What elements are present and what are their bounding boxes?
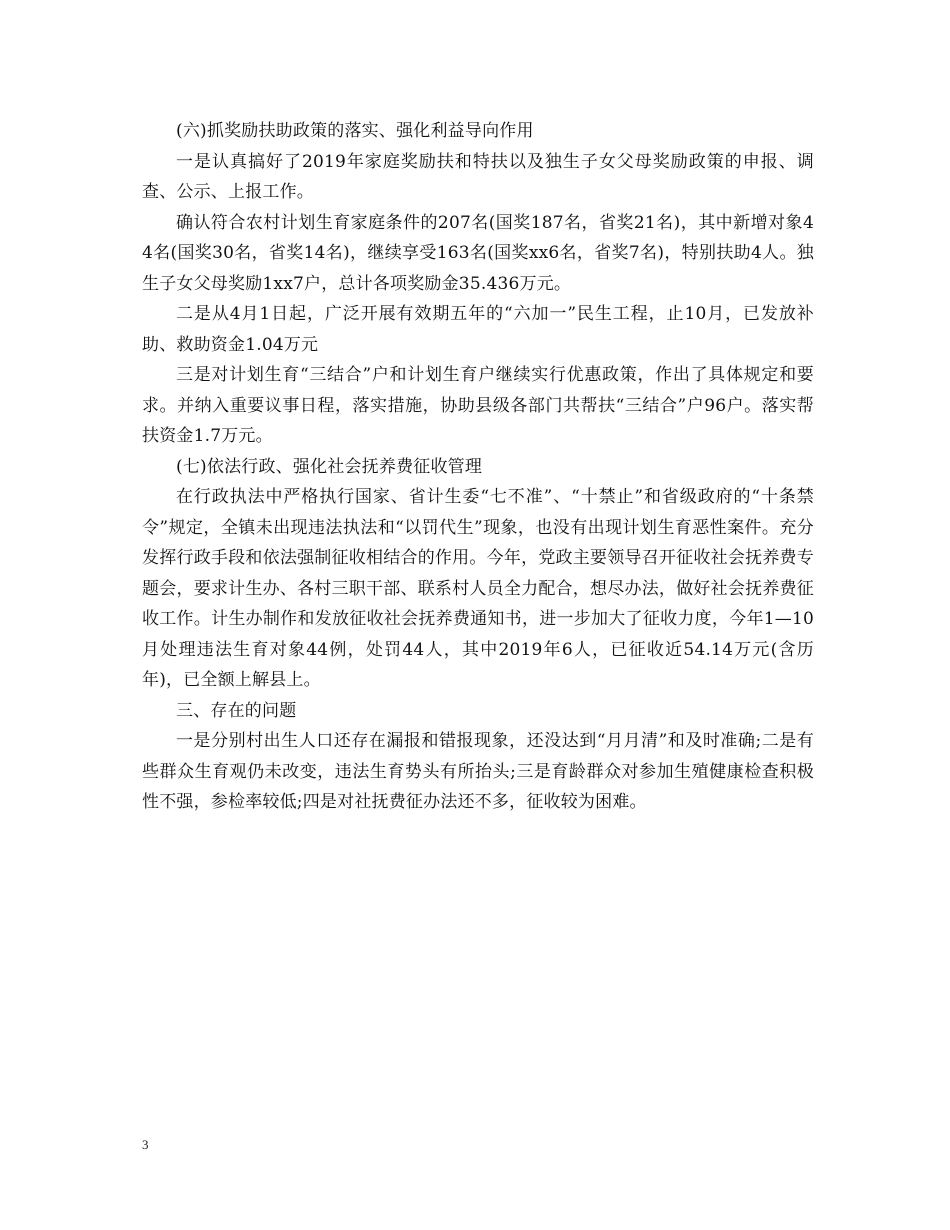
- section-heading-problems: 三、存在的问题: [176, 700, 297, 721]
- section-heading-six: (六)抓奖励扶助政策的落实、强化利益导向作用: [176, 121, 534, 141]
- section-heading-seven: (七)依法行政、强化社会抚养费征收管理: [176, 456, 483, 477]
- paragraph-existing-problems: 一是分别村出生人口还存在漏报和错报现象，还没达到“月月清”和及时准确;二是有些群众生育观仍未改变，违法生育势头有所抬头;三是育龄群众对参加生殖健康检查积极性不强，参检率较低;四是对社抚费征办法还不多，征收较为困难。: [142, 731, 814, 812]
- paragraph-reward-policy-application: 一是认真搞好了2019年家庭奖励扶和特扶以及独生子女父母奖励政策的申报、调查、公示、上报工作。: [142, 151, 814, 202]
- paragraph-eligible-families: 确认符合农村计划生育家庭条件的207名(国奖187名，省奖21名)，其中新增对象44名(国奖30名，省奖14名)，继续享受163名(国奖xx6名，省奖7名)，特别扶助4人。独生子女父母奖励1xx7户，总计各项奖励金35.436万元。: [142, 212, 814, 294]
- page-number: 3: [142, 1137, 149, 1152]
- paragraph-three-combination-policy: 三是对计划生育“三结合”户和计划生育户继续实行优惠政策，作出了具体规定和要求。并纳入重要议事日程，落实措施，协助县级各部门共帮扶“三结合”户96户。落实帮扶资金1.7万元。: [142, 365, 814, 446]
- paragraph-livelihood-project: 二是从4月1日起，广泛开展有效期五年的“六加一”民生工程，止10月，已发放补助、救助资金1.04万元: [142, 304, 814, 355]
- paragraph-law-enforcement: 在行政执法中严格执行国家、省计生委“七不准”、“十禁止”和省级政府的“十条禁令”规定，全镇未出现违法执法和“以罚代生”现象，也没有出现计划生育恶性案件。充分发挥行政手段和依法强制征收相结合的作用。今年，党政主要领导召开征收社会抚养费专题会，要求计生办、各村三职干部、联系村人员全力配合，想尽办法，做好社会抚养费征收工作。计生办制作和发放征收社会抚养费通知书，进一步加大了征收力度，今年1—10月处理违法生育对象44例，处罚44人，其中2019年6人，已征收近54.14万元(含历年)，已全额上解县上。: [142, 487, 814, 690]
- document-body: [142, 116, 814, 818]
